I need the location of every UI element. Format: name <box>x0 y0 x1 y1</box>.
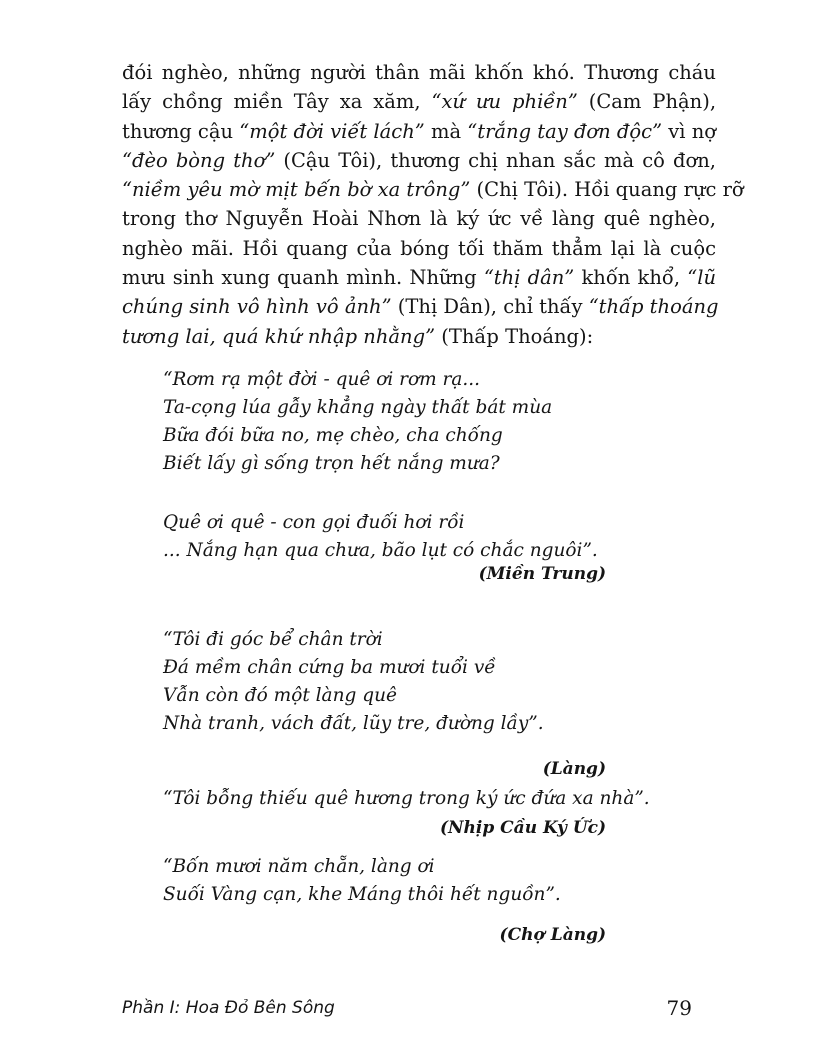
text-run: (Thấp Thoáng): <box>435 324 594 348</box>
text-run: thương cậu <box>122 119 240 143</box>
text-run: nghèo mãi. Hồi quang của bóng tối thăm thẳm lại là cuộc <box>122 236 716 260</box>
poem-source: (Nhịp Cầu Ký Ức) <box>439 818 606 838</box>
body-line <box>122 263 716 292</box>
body-line <box>122 204 716 233</box>
body-line <box>122 292 719 321</box>
text-run: vì nợ <box>662 119 717 143</box>
poem-stanza <box>163 509 598 565</box>
poem-line: Vẫn còn đó một làng quê <box>163 685 397 706</box>
poem-line: “Bốn mươi năm chẵn, làng ơi <box>163 856 435 877</box>
quoted-phrase: “lũ <box>687 266 716 290</box>
text-run: (Cam Phận), <box>577 90 717 114</box>
poem-stanza <box>163 785 650 813</box>
body-line <box>122 58 716 87</box>
text-run: đói nghèo, những người thân mãi khốn khó. Thương cháu <box>122 61 716 84</box>
body-line <box>122 117 716 146</box>
poem-source: (Làng) <box>542 759 606 779</box>
poem-stanza <box>163 853 561 909</box>
running-footer-section: Phần I: Hoa Đỏ Bên Sông <box>122 998 335 1018</box>
poem-line: Bữa đói bữa no, mẹ chèo, cha chống <box>163 425 503 446</box>
poem-line: Quê ơi quê - con gọi đuối hơi rồi <box>163 512 465 533</box>
quoted-phrase: “xứ ưu phiền” <box>431 90 578 114</box>
quoted-phrase: chúng sinh vô hình vô ảnh” <box>122 295 392 319</box>
text-run: (Chị Tôi). Hồi quang rực rỡ <box>470 178 744 202</box>
text-run: lấy chồng miền Tây xa xăm, <box>122 90 432 114</box>
poem-source: (Chợ Làng) <box>499 925 606 945</box>
body-line <box>122 87 716 116</box>
poem-line: Suối Vàng cạn, khe Máng thôi hết nguồn”. <box>163 884 561 905</box>
poem-line: Nhà tranh, vách đất, lũy tre, đường lầy”. <box>163 713 544 734</box>
quoted-phrase: “niềm yêu mờ mịt bến bờ xa trông” <box>122 178 471 202</box>
poem-line: “Rơm rạ một đời - quê ơi rơm rạ... <box>163 369 481 390</box>
page-number: 79 <box>666 996 692 1020</box>
poem-source: (Miền Trung) <box>478 564 606 584</box>
poem-line: Ta-cọng lúa gẫy khẳng ngày thất bát mùa <box>163 397 553 418</box>
text-run: (Cậu Tôi), thương chị nhan sắc mà cô đơn, <box>275 148 716 172</box>
poem-line: “Tôi bỗng thiếu quê hương trong ký ức đứa xa nhà”. <box>163 788 650 809</box>
text-run: (Thị Dân), chỉ thấy <box>391 295 589 319</box>
body-paragraph <box>122 58 744 351</box>
poem-line: Đá mềm chân cứng ba mươi tuổi về <box>163 657 496 678</box>
poem-line: “Tôi đi góc bể chân trời <box>163 629 383 650</box>
text-run: mà <box>424 119 468 143</box>
quoted-phrase: “một đời viết lách” <box>239 119 425 143</box>
poem-stanza <box>163 626 544 738</box>
poem-line: Biết lấy gì sống trọn hết nắng mưa? <box>163 453 500 474</box>
quoted-phrase: “đèo bòng thơ” <box>122 148 276 172</box>
quoted-phrase: “thấp thoáng <box>588 295 719 319</box>
body-line <box>122 322 716 351</box>
text-run: trong thơ Nguyễn Hoài Nhơn là ký ức về làng quê nghèo, <box>122 207 716 231</box>
body-line <box>122 146 716 175</box>
text-run: khốn khổ, <box>574 266 688 290</box>
poem-stanza <box>163 366 552 478</box>
body-line <box>122 175 744 204</box>
quoted-phrase: tương lai, quá khứ nhập nhằng” <box>122 324 436 348</box>
quoted-phrase: “trắng tay đơn độc” <box>467 119 663 143</box>
quoted-phrase: “thị dân” <box>483 266 575 290</box>
poem-line: ... Nắng hạn qua chưa, bão lụt có chắc nguôi”. <box>163 540 598 561</box>
body-line <box>122 234 716 263</box>
text-run: mưu sinh xung quanh mình. Những <box>122 266 484 290</box>
